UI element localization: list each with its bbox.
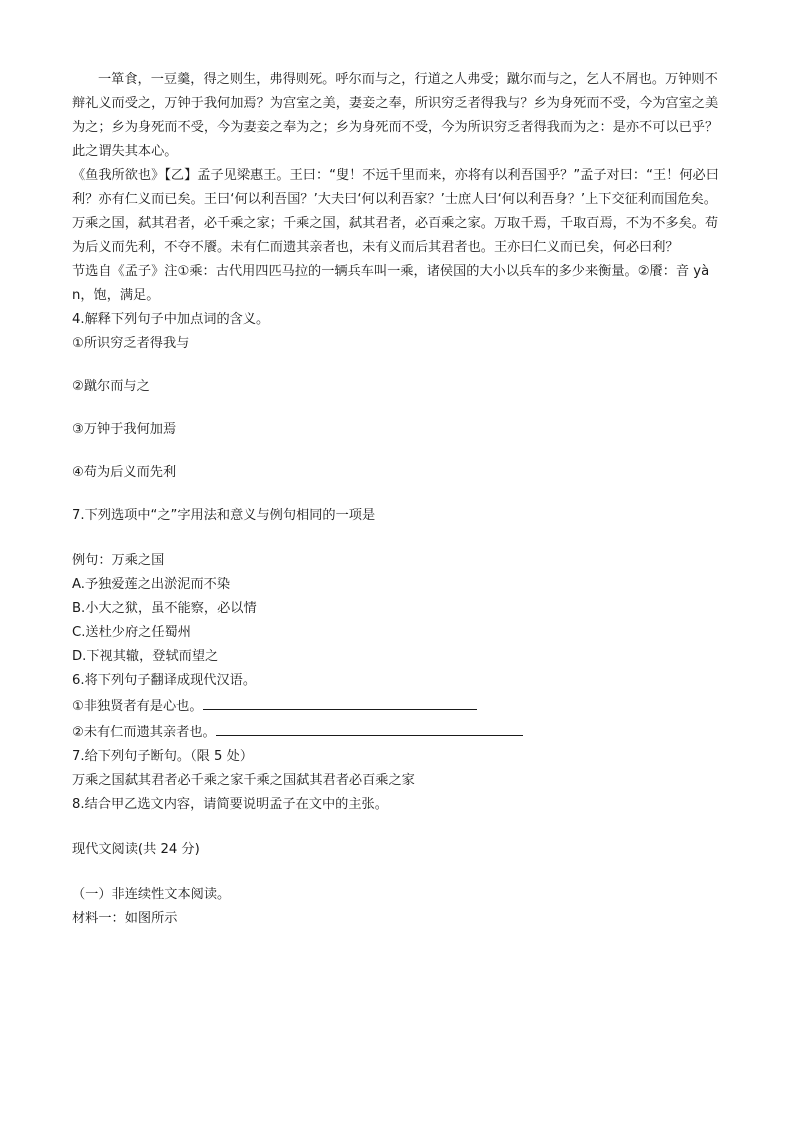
q6-item-2 xyxy=(72,719,722,745)
q4-item-4: ④苟为后义而先利 xyxy=(72,465,177,480)
q4-item-3: ③万钟于我何加焉 xyxy=(72,422,177,437)
section-modern-reading: 现代文阅读(共 24 分) xyxy=(72,842,200,857)
annotation-notes: 节选自《孟子》注①乘：古代用四匹马拉的一辆兵车叫一乘，诸侯国的大小以兵车的多少来衡量。②餍：音 yàn，饱，满足。 xyxy=(72,264,710,303)
q6-item-1-text: ①非独贤者有是心也。 xyxy=(72,699,203,714)
question-8: 8.结合甲乙选文内容，请简要说明孟子在文中的主张。 xyxy=(72,797,388,812)
question-6-title: 6.将下列句子翻译成现代汉语。 xyxy=(72,673,257,688)
q4-item-1: ①所识穷乏者得我与 xyxy=(72,336,190,351)
document-page xyxy=(72,68,722,931)
material-one: 材料一：如图所示 xyxy=(72,911,178,926)
q7a-example: 例句：万乘之国 xyxy=(72,553,165,568)
answer-blank-2[interactable] xyxy=(216,719,523,736)
q7a-option-a: A.予独爱莲之出淤泥而不染 xyxy=(72,577,231,592)
q6-item-1 xyxy=(72,693,722,719)
q7a-option-b: B.小大之狱，虽不能察，必以情 xyxy=(72,601,257,616)
q4-item-2: ②蹴尔而与之 xyxy=(72,379,150,394)
question-4-title: 4.解释下列句子中加点词的含义。 xyxy=(72,312,270,327)
question-7a-title: 7.下列选项中“之”字用法和意义与例句相同的一项是 xyxy=(72,508,376,523)
q7a-option-c: C.送杜少府之任蜀州 xyxy=(72,625,191,640)
passage-yi: 《鱼我所欲也》【乙】孟子见梁惠王。王曰：“叟！不远千里而来，亦将有以利吾国乎？”孟子对曰：“王！何必曰利？亦有仁义而已矣。王曰‘何以利吾国？’大夫曰‘何以利吾家？’士庶人曰‘何以利吾身？’上下交征利而国危矣。万乘之国，弑其君者，必千乘之家；千乘之国，弑其君者，必百乘之家。万取千焉，千取百焉，不为不多矣。苟为后义而先利，不夺不餍。未有仁而遗其亲者也，未有义而后其君者也。王亦曰仁义而已矣，何必曰利？ xyxy=(72,168,719,255)
answer-blank-1[interactable] xyxy=(203,693,477,710)
q6-item-2-text: ②未有仁而遗其亲者也。 xyxy=(72,725,216,740)
q7b-sentence: 万乘之国弑其君者必千乘之家千乘之国弑其君者必百乘之家 xyxy=(72,773,415,788)
question-7b-title: 7.给下列句子断句。（限 5 处） xyxy=(72,749,254,764)
passage-jia: 一箪食，一豆羹，得之则生，弗得则死。呼尔而与之，行道之人弗受；蹴尔而与之，乞人不屑也。万钟则不辩礼义而受之，万钟于我何加焉？为宫室之美，妻妾之奉，所识穷乏者得我与？乡为身死而不受，今为宫室之美为之；乡为身死而不受，今为妻妾之奉为之；乡为身死而不受，今为所识穷乏者得我而为之：是亦不可以已乎？此之谓失其本心。 xyxy=(72,72,719,159)
subsection-one: （一）非连续性文本阅读。 xyxy=(72,887,231,902)
q7a-option-d: D.下视其辙，登轼而望之 xyxy=(72,649,219,664)
